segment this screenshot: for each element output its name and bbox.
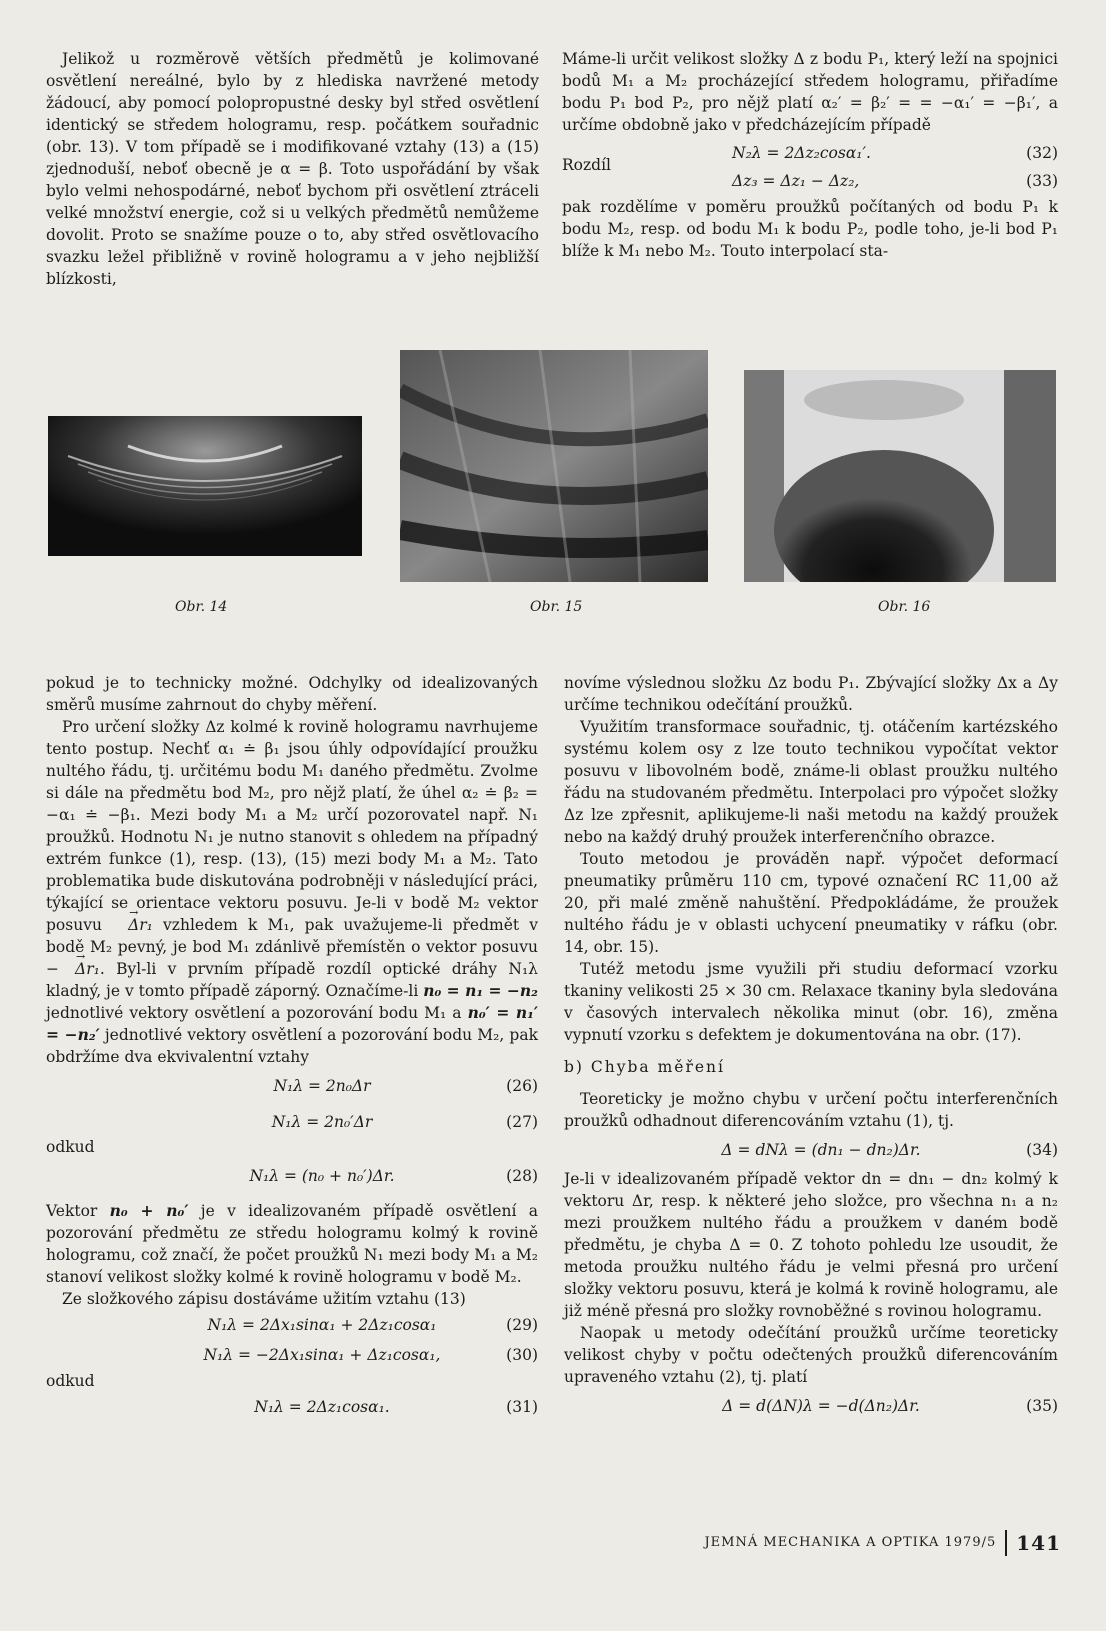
equation-34-row (564, 1132, 1058, 1168)
figure-14-caption: Obr. 14 (175, 599, 228, 615)
equation-27-row (46, 1104, 538, 1140)
paragraph-text: . Byl-li v prvním případě rozdíl optické dráhy N₁λ kladný, je v tomto případě záporný. Označíme-li (46, 960, 538, 1000)
paragraph: pokud je to technicky možné. Odchylky od idealizovaných směrů musíme zahrnout do chyby měření. (46, 674, 538, 714)
equation-number-28: (28) (506, 1167, 538, 1185)
paragraph: Je-li v idealizovaném případě vektor dn = dn₁ − dn₂ kolmý k vektoru Δr, resp. k některé jeho složce, pro všechna n₁ a n₂ mezi proužkem nultého řádu a proužkem v daném bodě předmětu, je chyba Δ = 0. Z tohoto pohledu lze usoudit, že metoda proužku nultého řádu je velmi přesná pro určení složky vektoru posuvu, která je kolmá k rovině hologramu, ale již méně přesná pro složky rovnoběžné s rovinou hologramu. (564, 1170, 1058, 1320)
equation-number-31: (31) (506, 1398, 538, 1416)
equation-30: N₁λ = −2Δx₁sinα₁ + Δz₁cosα₁, (203, 1346, 441, 1364)
paragraph: Teoreticky je možno chybu v určení počtu interferenčních proužků odhadnout diferencováním vztahu (1), tj. (564, 1090, 1058, 1130)
equation-block-32-33 (562, 136, 1058, 196)
paragraph: Touto metodou je prováděn např. výpočet deformací pneumatiky průměru 110 cm, typové označení RC 11,00 až 20, při malé změně nahuštění. Předpokládáme, že proužek nultého řádu je v oblasti uchycení pneumatiky v ráfku (obr. 14, obr. 15). (564, 850, 1058, 956)
equation-31-row (46, 1392, 538, 1422)
odkud-label: odkud (46, 1372, 95, 1390)
equation-number-32: (32) (1026, 144, 1058, 162)
footer-divider (1005, 1530, 1007, 1556)
equation-35-row (564, 1388, 1058, 1424)
paragraph (46, 1200, 538, 1288)
figure-16-caption: Obr. 16 (878, 599, 931, 615)
equation-27: N₁λ = 2n₀′Δr (271, 1113, 373, 1131)
paragraph: Máme-li určit velikost složky Δ z bodu P₁, který leží na spojnici bodů M₁ a M₂ procházející středem hologramu, přiřadíme bodu P₁ bod P₂, pro nějž platí α₂′ = β₂′ = = −α₁′ = −β₁′, a určíme obdobně jako v předcházejícím případě (562, 50, 1058, 134)
equation-29: N₁λ = 2Δx₁sinα₁ + 2Δz₁cosα₁ (207, 1316, 437, 1334)
equation-number-29: (29) (506, 1316, 538, 1334)
bottom-left-column (46, 672, 538, 1422)
paragraph-text: je v idealizovaném případě osvětlení a pozorování předmětu ze středu hologramu kolmý k rovině hologramu, což značí, že počet proužků N₁ mezi body M₁ a M₂ stanoví velikost složky kolmé k rovině hologramu v bodě M₂. (46, 1202, 538, 1286)
paragraph: pak rozdělíme v poměru proužků počítaných od bodu P₁ k bodu M₂, resp. od bodu M₁ k bodu P₂, podle toho, je-li bod P₁ blíže k M₁ nebo M₂. Touto interpolací sta- (562, 198, 1058, 260)
figure-15-caption: Obr. 15 (530, 599, 583, 615)
figure-14-photo (48, 416, 362, 556)
equation-number-30: (30) (506, 1346, 538, 1364)
paragraph: novíme výslednou složku Δz bodu P₁. Zbývající složky Δx a Δy určíme technikou odečítání proužků. (564, 674, 1058, 714)
top-left-column (46, 48, 539, 290)
top-right-column (562, 48, 1058, 262)
vector-relation: n₀ = n₁ = −n₂ (423, 981, 538, 1000)
page-number: 141 (1016, 1531, 1061, 1555)
equation-28-row (46, 1158, 538, 1194)
equation-number-34: (34) (1026, 1141, 1058, 1159)
bottom-right-column (564, 672, 1058, 1424)
figure-16-image (744, 370, 1056, 582)
equation-26-row (46, 1068, 538, 1104)
figure-16-photo (744, 370, 1056, 582)
equation-number-35: (35) (1026, 1397, 1058, 1415)
paragraph: Využitím transformace souřadnic, tj. otáčením kartézského systému kolem osy z lze touto technikou vypočítat vektor posuvu v libovolném bodě, známe-li oblast proužku nultého řádu na studovaném předmětu. Interpolaci pro výpočet složky Δz lze zpřesnit, aplikujeme-li naši metodu na každý proužek nebo na každý druhý proužek interferenčního obrazce. (564, 718, 1058, 846)
paragraph: Ze složkového zápisu dostáváme užitím vztahu (13) (62, 1290, 466, 1308)
odkud-label: odkud (46, 1138, 95, 1156)
page-footer (704, 1530, 1061, 1556)
vector-delta-r1: → Δr₁ (112, 914, 153, 936)
paragraph-text: vzhledem k M₁, pak uvažujeme-li předmět v bodě M₂ pevný, je bod M₁ zdánlivě přemístěn o vektor posuvu − (46, 916, 539, 978)
paragraph-text: jednotlivé vektory osvětlení a pozorování bodu M₂, pak obdržíme dva ekvivalentní vztahy (46, 1026, 538, 1066)
paragraph-text: jednotlivé vektory osvětlení a pozorování bodu M₁ a (46, 1004, 462, 1022)
paragraph (46, 716, 538, 1068)
figure-14-image (48, 416, 362, 556)
equation-34: Δ = dNλ = (dn₁ − dn₂)Δr. (721, 1141, 921, 1159)
paragraph: Jelikož u rozměrově větších předmětů je kolimované osvětlení nereálné, bylo by z hlediska navržené metody žádoucí, aby pomocí polopropustné desky byl střed osvětlení identický se středem hologramu, resp. počátkem souřadnic (obr. 13). V tom případě se i modifikované vztahy (13) a (15) zjednoduší, neboť obecně je α = β. Toto uspořádání by však bylo velmi nehospodárné, neboť bychom při osvětlení ztráceli velké množství energie, což si u velkých předmětů nemůžeme dovolit. Proto se snažíme pouze o to, aby střed osvětlovacího svazku ležel přibližně v rovině hologramu a v jeho nejbližší blízkosti, (46, 50, 539, 288)
equation-26: N₁λ = 2n₀Δr (273, 1077, 371, 1095)
equation-number-33: (33) (1026, 172, 1058, 190)
equation-number-26: (26) (506, 1077, 538, 1095)
paragraph: Naopak u metody odečítání proužků určíme teoreticky velikost chyby v počtu odečtených proužků diferencováním upraveného vztahu (2), tj. platí (564, 1324, 1058, 1386)
paragraph-text: Vektor (46, 1202, 98, 1220)
equation-30-row (46, 1340, 538, 1370)
vector-delta-r1: → Δr₁ (59, 958, 100, 980)
equation-29-row (46, 1310, 538, 1340)
paragraph-text: Pro určení složky Δz kolmé k rovině hologramu navrhujeme tento postup. Nechť α₁ ≐ β₁ jsou úhly odpovídající proužku nultého řádu, tj. určitému bodu M₁ daného předmětu. Zvolme si dále na předmětu bod M₂, pro nějž platí, že úhel α₂ ≐ β₂ = −α₁ ≐ −β₁. Mezi body M₁ a M₂ určí pozorovatel např. N₁ proužků. Hodnotu N₁ je nutno stanovit s ohledem na případný extrém funkce (1), resp. (13), (15) mezi body M₁ a M₂. Tato problematika bude diskutována podrobněji v následující práci, týkající se orientace vektoru posuvu. Je-li v bodě M₂ vektor posuvu (46, 718, 538, 934)
equation-33: Δz₃ = Δz₁ − Δz₂, (732, 172, 860, 190)
figure-15-photo (400, 350, 708, 582)
journal-name: JEMNÁ MECHANIKA A OPTIKA 1979/5 (704, 1535, 997, 1550)
figure-15-image (400, 350, 708, 582)
paragraph: Tutéž metodu jsme využili při studiu deformací vzorku tkaniny velikosti 25 × 30 cm. Relaxace tkaniny byla sledována v časových intervalech několika minut (obr. 16), změna vypnutí vzorku s defektem je dokumentována na obr. (17). (564, 960, 1058, 1044)
rozdil-label: Rozdíl (562, 156, 612, 174)
equation-35: Δ = d(ΔN)λ = −d(Δn₂)Δr. (722, 1397, 920, 1415)
vector-relation: n₀′ = n₁′ = −n₂′ (46, 1003, 538, 1044)
equation-31: N₁λ = 2Δz₁cosα₁. (254, 1398, 390, 1416)
equation-28: N₁λ = (n₀ + n₀′)Δr. (249, 1167, 395, 1185)
equation-number-27: (27) (506, 1113, 538, 1131)
vector-sum: n₀ + n₀′ (109, 1201, 189, 1220)
equation-32: N₂λ = 2Δz₂cosα₁′. (732, 144, 871, 162)
section-heading: b) Chyba měření (564, 1058, 725, 1076)
